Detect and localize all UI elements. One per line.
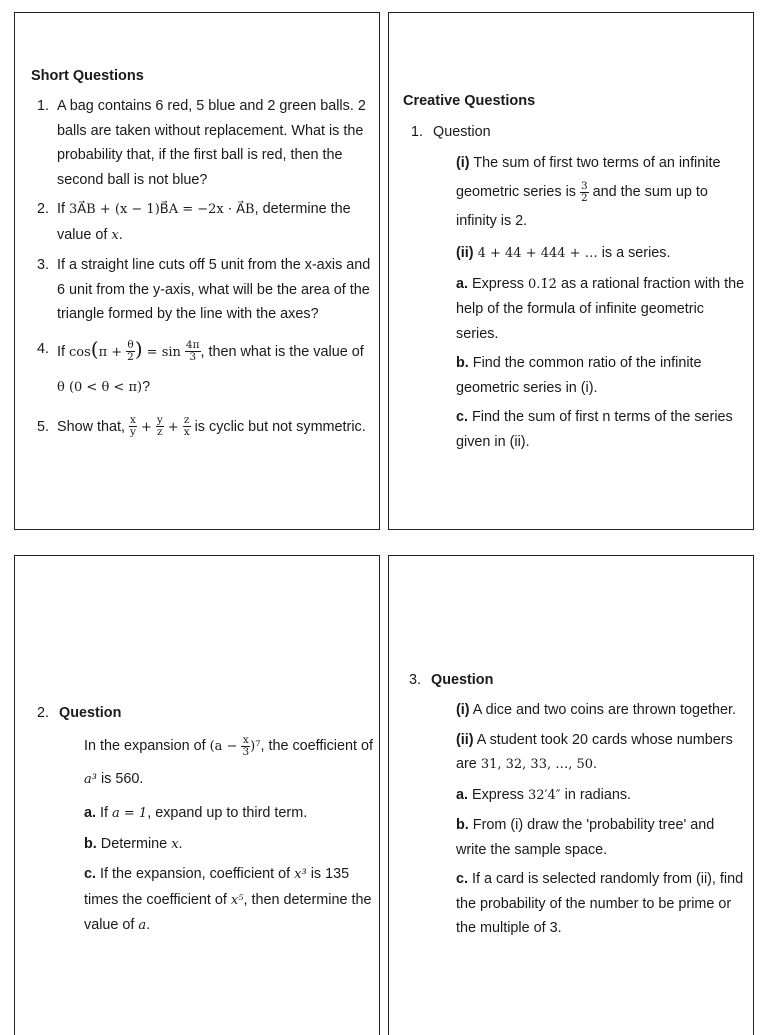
text-segment: . (118, 226, 123, 243)
part-label: (i) (456, 155, 470, 171)
text-segment: , determine the value of (57, 201, 351, 243)
numerator: θ (127, 339, 134, 352)
short-question-4: 4. If cos(π + $\frac{\theta}{2}$ ) = sin $\frac{4\pi}{3}$ , then what is the value of θ (0 < θ < π)? (37, 336, 364, 395)
part-label: a. (456, 275, 469, 292)
text-segment: In the expansion of (84, 738, 210, 754)
text-segment: is cyclic but not symmetric. (190, 418, 366, 435)
variable: x (111, 227, 119, 243)
text-segment: ? (142, 378, 151, 395)
denominator: 2 (127, 351, 134, 364)
question-number: 5. (37, 418, 50, 435)
text-segment: A dice and two coins are thrown together. (469, 702, 736, 718)
statement-i (456, 698, 748, 723)
angle-value: 32′4″ (528, 787, 561, 803)
part-a (456, 272, 746, 347)
numerator: z (183, 414, 190, 427)
pi-plus: π + (98, 344, 123, 360)
text-segment: as a rational fraction with the help of the formula of infinite geometric series. (456, 275, 745, 342)
text-segment: and the sum up to infinity is 2. (456, 184, 708, 229)
a-equals-one: a = 1 (112, 806, 148, 821)
part-a (456, 783, 748, 809)
question-number: 1. (411, 124, 424, 140)
question-number: 1. (37, 98, 50, 114)
intro-statement (84, 730, 376, 796)
short-questions-panel (14, 12, 380, 530)
question-number: 3. (37, 257, 50, 273)
series-expression: 4 + 44 + 444 + … (477, 246, 598, 261)
cos-function: cos (69, 344, 91, 360)
text-segment: Find the sum of first n terms of the series given in (ii). (456, 409, 733, 450)
text-segment: is 135 times the coefficient of (84, 866, 350, 908)
statement-i (456, 149, 746, 236)
binomial-open: (a − (209, 739, 238, 754)
four-pi-over-3-fraction (185, 340, 201, 363)
text-segment: If (57, 343, 69, 360)
part-label: c. (84, 866, 97, 882)
part-a (84, 801, 376, 827)
text-segment: , the coefficient of (260, 738, 373, 754)
text-segment: Find the common ratio of the infinite geometric series in (i). (456, 355, 702, 396)
question-title: Question (433, 124, 491, 140)
question-number: 2. (37, 705, 50, 721)
short-questions-list (31, 94, 371, 450)
x-over-3-fraction (241, 735, 250, 758)
statement-ii (456, 728, 748, 778)
creative-questions-heading: Creative Questions (403, 93, 536, 109)
question-title: Question (431, 672, 494, 688)
binomial-close: )⁷ (250, 739, 261, 754)
part-c (84, 862, 376, 939)
y-over-z-fraction (156, 415, 164, 438)
x-cubed: x³ (294, 867, 307, 882)
part-label: a. (84, 805, 97, 821)
question-number: 2. (37, 201, 50, 217)
text-segment: . (146, 917, 151, 933)
three-halves-fraction (580, 181, 589, 204)
numerator: 3 (580, 179, 588, 192)
short-question-3 (31, 253, 371, 327)
numerator: x (242, 733, 249, 746)
card-number-sequence: 31, 32, 33, …, 50 (480, 757, 594, 772)
text-segment: , expand up to third term. (147, 805, 308, 821)
text-segment: The sum of first two terms of an infinite geometric series is (456, 155, 721, 200)
numerator: y (156, 414, 163, 427)
creative-question-3-title (409, 668, 493, 693)
text-segment: . (593, 756, 598, 772)
sin-function: = sin (146, 344, 181, 360)
part-label: (ii) (456, 245, 474, 261)
question-text: A bag contains 6 red, 5 blue and 2 green balls. 2 balls are taken without replacement. What is the probability that, if the first ball is red, then the second ball is not blue? (57, 98, 366, 188)
question-number: 4. (37, 340, 50, 357)
text-segment: If the expansion, coefficient of (96, 866, 295, 882)
creative-questions-panel-2 (14, 555, 380, 1035)
part-label: b. (456, 355, 469, 371)
creative-questions-panel-1 (388, 12, 754, 530)
creative-question-2-body (84, 730, 376, 944)
text-segment: A student took 20 cards whose numbers are (456, 731, 733, 772)
part-label: c. (456, 871, 469, 887)
numerator: x (130, 414, 136, 427)
statement-ii (456, 241, 746, 267)
z-over-x-fraction (183, 415, 191, 438)
creative-question-2-title (37, 701, 121, 726)
a-cubed: a³ (84, 772, 97, 787)
vector-equation: 3A⃗B + (x − 1)B⃗A = −2x · A⃗B (69, 202, 255, 217)
recurring-decimal: 0.1̇2̇ (528, 276, 557, 292)
part-label: (ii) (456, 731, 474, 748)
text-segment: . (178, 835, 183, 852)
denominator: z (157, 426, 163, 439)
creative-question-1-body (456, 149, 746, 459)
part-b (456, 813, 748, 862)
text-segment: , then determine the value of (84, 891, 372, 933)
x-fifth: x⁵ (230, 892, 244, 908)
variable: x (171, 836, 179, 852)
x-over-y-fraction (129, 415, 137, 438)
text-segment: Express (468, 786, 528, 803)
question-title: Question (59, 705, 122, 721)
short-question-2 (31, 197, 371, 248)
denominator: x (183, 426, 190, 439)
creative-question-1-title (411, 120, 491, 145)
text-segment: in radians. (560, 786, 632, 803)
part-label: a. (456, 786, 469, 803)
creative-questions-panel-3 (388, 555, 754, 1035)
text-segment: is a series. (597, 245, 671, 261)
part-c (456, 867, 748, 941)
text-segment: If (57, 201, 69, 217)
part-label: c. (456, 409, 469, 425)
plus-sign: + (140, 419, 152, 435)
denominator: 2 (580, 191, 588, 204)
theta-range: θ (0 < θ < π) (57, 379, 143, 395)
question-text: If a straight line cuts off 5 unit from the x-axis and 6 unit from the y-axis, what will be the area of the triangle formed by the line with the axes? (57, 257, 371, 322)
short-question-1 (31, 94, 371, 192)
part-label: b. (84, 835, 97, 852)
short-questions-heading: Short Questions (31, 68, 144, 84)
theta-over-2-fraction (126, 340, 135, 363)
part-c (456, 405, 746, 454)
variable: a (138, 918, 147, 933)
text-segment: If (96, 805, 113, 821)
creative-question-3-body (456, 698, 748, 946)
text-segment: If a card is selected randomly from (ii), find the probability of the number to be prime or the multiple of 3. (456, 871, 744, 936)
part-label: (i) (456, 702, 470, 718)
part-b (84, 832, 376, 858)
text-segment: Express (468, 275, 528, 292)
text-segment: From (i) draw the 'probability tree' and write the sample space. (456, 817, 715, 858)
denominator: y (130, 426, 136, 439)
denominator: 3 (242, 745, 250, 758)
text-segment: Show that, (57, 418, 129, 435)
text-segment: is 560. (96, 771, 144, 787)
denominator: 3 (189, 351, 197, 364)
plus-sign: + (167, 419, 179, 435)
text-segment: Determine (96, 835, 172, 852)
numerator: 4π (185, 339, 200, 352)
part-b (456, 351, 746, 400)
text-segment: , then what is the value of (200, 343, 364, 360)
part-label: b. (456, 817, 469, 833)
short-question-5 (31, 410, 371, 445)
question-number: 3. (409, 672, 422, 688)
